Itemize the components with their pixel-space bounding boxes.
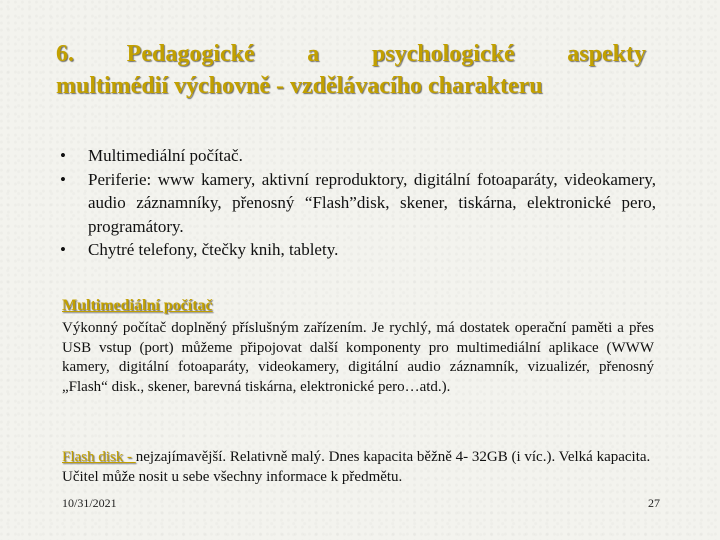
- bullet-item: [60, 168, 656, 239]
- bullet-text: Periferie: www kamery, aktivní reproduktory, digitální fotoaparáty, videokamery, audio záznamníky, přenosný “Flash”disk, skener, tiskárna, elektronické pero, programátory.: [88, 169, 656, 236]
- title-line-2: multimédií výchovně - vzdělávacího charakteru: [56, 73, 543, 99]
- title-word: a: [307, 41, 320, 67]
- section-title: Multimediální počítač: [62, 297, 213, 314]
- flash-paragraph: [62, 447, 662, 487]
- title-word: 6.: [56, 41, 74, 67]
- bullet-icon: •: [60, 169, 66, 189]
- flash-label: Flash disk -: [62, 449, 136, 465]
- bullet-icon: •: [60, 240, 66, 259]
- bullet-list: [60, 144, 656, 262]
- title-word: aspekty: [567, 41, 646, 67]
- flash-text: nejzajímavější. Relativně malý. Dnes kapacita běžně 4- 32GB (i víc.). Velká kapacita. Učitel může nosit u sebe všechny informace k předmětu.: [62, 449, 651, 485]
- bullet-icon: •: [60, 146, 66, 165]
- bullet-text: Chytré telefony, čtečky knih, tablety.: [88, 240, 339, 259]
- section-body: Výkonný počítač doplněný příslušným zařízením. Je rychlý, má dostatek operační paměti a přes USB vstup (port) můžeme připojovat další komponenty pro multimediální aplikace (WWW kamery, digitální fotoaparáty, videokamery, digitální audio záznamník, vizualizér, přenosný „Flash“ disk., skener, barevná tiskárna, elektronické pero…atd.).: [62, 320, 654, 395]
- bullet-text: Multimediální počítač.: [88, 146, 243, 165]
- title-word: Pedagogické: [126, 41, 255, 67]
- multimedia-section: [62, 296, 654, 397]
- bullet-item: [60, 144, 656, 168]
- page-number: 27: [648, 496, 660, 510]
- title-line-1: [56, 38, 646, 70]
- bullet-item: [60, 238, 656, 262]
- title-word: psychologické: [371, 41, 515, 67]
- footer-date: 10/31/2021: [62, 496, 117, 510]
- slide-title: [56, 38, 646, 102]
